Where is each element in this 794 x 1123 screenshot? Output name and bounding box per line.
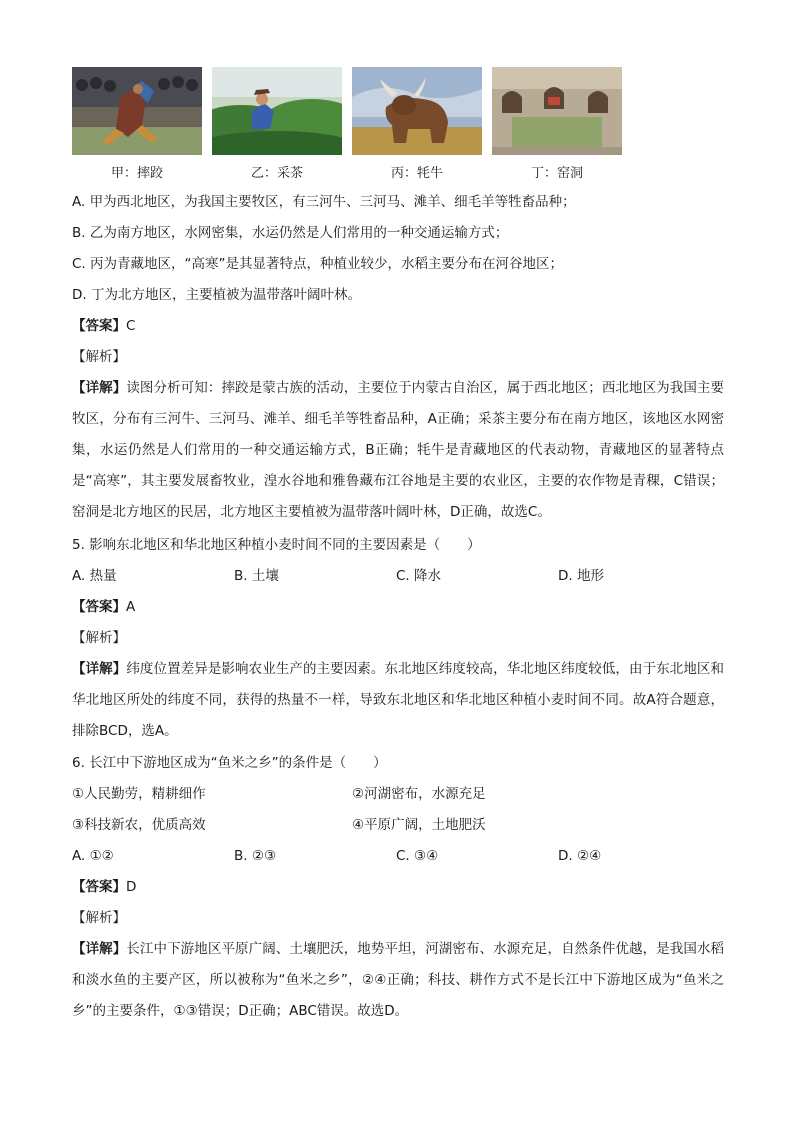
yak-photo: [352, 67, 482, 155]
detail-text: 长江中下游地区平原广阔、土壤肥沃，地势平坦，河湖密布、水源充足，自然条件优越，是我国水稻和淡水鱼的主要产区，所以被称为“鱼米之乡”，②④正确；科技、耕作方式不是长江中下游地区成为“鱼米之乡”的主要条件，①③错误；D正确；ABC错误。故选D。: [72, 941, 725, 1019]
option-d: D. 丁为北方地区，主要植被为温带落叶阔叶林。: [72, 287, 361, 303]
statement-4: ④平原广阔，土地肥沃: [352, 817, 486, 833]
detail-tag: 【详解】: [72, 941, 127, 957]
photo-caption: 乙：采茶: [250, 166, 303, 181]
option-a: A. 热量: [72, 568, 117, 584]
wrestling-photo: [72, 67, 202, 155]
question-5: 5. 影响东北地区和华北地区种植小麦时间不同的主要因素是（ ）: [72, 537, 481, 553]
detail-paragraph: [72, 934, 724, 1027]
analysis-tag: 【解析】: [72, 349, 126, 365]
answer-value: A: [126, 599, 136, 615]
option-d: D. 地形: [558, 568, 604, 584]
detail-text: 读图分析可知：摔跤是蒙古族的活动，主要位于内蒙古自治区，属于西北地区；西北地区为我国主要牧区，分布有三河牛、三河马、滩羊、细毛羊等牲畜品种，A正确；采茶主要分布在南方地区，该地区水网密集，水运仍然是人们常用的一种交通运输方式，B正确；牦牛是青藏地区的代表动物，青藏地区的显著特点是“高寒”，其主要发展畜牧业，湟水谷地和雅鲁藏布江谷地是主要的农业区，主要的农作物是青稞，C错误；窑洞是北方地区的民居，北方地区主要植被为温带落叶阔叶林，D正确，故选C。: [72, 380, 725, 520]
photo-strip: [72, 67, 632, 185]
option-c: C. 丙为青藏地区，“高寒”是其显著特点，种植业较少，水稻主要分布在河谷地区；: [72, 256, 563, 272]
statement-3: ③科技新农，优质高效: [72, 817, 206, 833]
photo-caption: 甲：摔跤: [110, 166, 163, 181]
photo-caption: 丁：窑洞: [530, 166, 583, 181]
photo-caption: 丙：牦牛: [390, 166, 443, 181]
detail-text: 纬度位置差异是影响农业生产的主要因素。东北地区纬度较高，华北地区纬度较低，由于东北地区和华北地区所处的纬度不同，获得的热量不一样，导致东北地区和华北地区种植小麦时间不同。故A符合题意，排除BCD，选A。: [72, 661, 725, 739]
detail-paragraph: [72, 373, 724, 528]
analysis-tag: 【解析】: [72, 910, 126, 926]
option-b: B. 乙为南方地区，水网密集，水运仍然是人们常用的一种交通运输方式；: [72, 225, 509, 241]
detail-tag: 【详解】: [72, 380, 127, 396]
answer-tag: 【答案】: [72, 879, 126, 895]
statement-2: ②河湖密布，水源充足: [352, 786, 486, 802]
answer-line: [72, 877, 136, 897]
option-a: A. 甲为西北地区，为我国主要牧区，有三河牛、三河马、滩羊、细毛羊等牲畜品种；: [72, 194, 576, 210]
answer-tag: 【答案】: [72, 599, 126, 615]
answer-line: [72, 316, 135, 336]
analysis-tag: 【解析】: [72, 630, 126, 646]
question-6: 6. 长江中下游地区成为“鱼米之乡”的条件是（ ）: [72, 755, 387, 771]
answer-value: C: [126, 318, 136, 334]
answer-line: [72, 597, 135, 617]
option-c: C. ③④: [396, 848, 439, 864]
detail-paragraph: [72, 654, 724, 747]
answer-value: D: [126, 879, 137, 895]
option-c: C. 降水: [396, 568, 442, 584]
detail-tag: 【详解】: [72, 661, 127, 677]
answer-tag: 【答案】: [72, 318, 126, 334]
statement-1: ①人民勤劳，精耕细作: [72, 786, 206, 802]
option-b: B. 土壤: [234, 568, 279, 584]
option-d: D. ②④: [558, 848, 602, 864]
option-a: A. ①②: [72, 848, 114, 864]
option-b: B. ②③: [234, 848, 277, 864]
cave-dwelling-photo: [492, 67, 622, 155]
tea-picking-photo: [212, 67, 342, 155]
